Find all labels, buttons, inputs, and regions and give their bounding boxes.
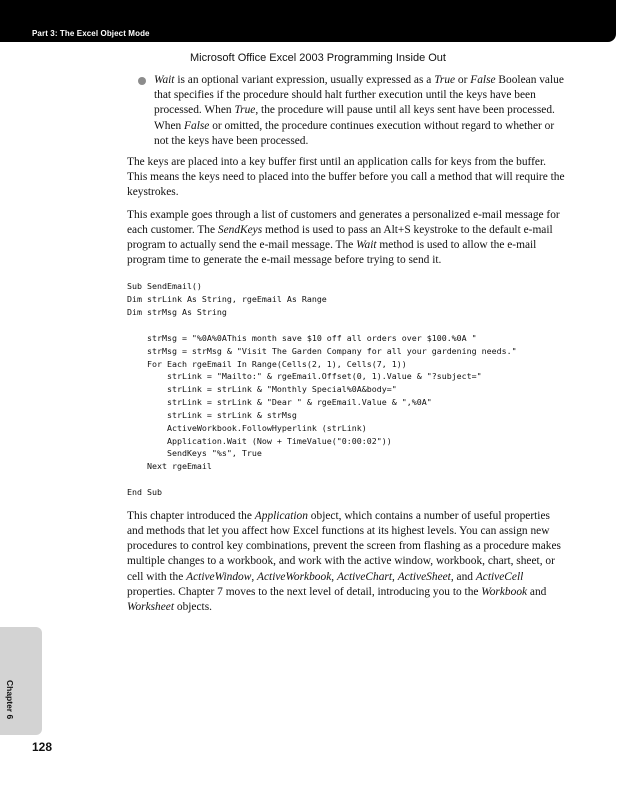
code-listing: Sub SendEmail() Dim strLink As String, rgeEmail As Range Dim strMsg As String strMsg = "%0A%0AThis month save $10 off all orders over $100.%0A " strMsg = strMsg & "Visit The Garden Company for all your gardening needs." For Each rgeEmail In Range(Cells(2, 1), Cells(7, 1)) strLink = "Mailto:" & rgeEmail.Offset(0, 1).Value & "?subject=" strLink = strLink & "Monthly Special%0A&body=" strLink = strLink & "Dear " & rgeEmail.Value & ",%0A" strLink = strLink & strMsg ActiveWorkbook.FollowHyperlink (strLink) Application.Wait (Now + TimeValue("0:00:02")) SendKeys "%s", True Next rgeEmail End Sub [127,281,517,497]
bullet-text: is an optional variant expression, usually expressed as a [174,74,435,86]
term-sendkeys: SendKeys [217,223,263,236]
separator: , [331,570,337,583]
term-activesheet: ActiveSheet [397,570,451,583]
term-wait: Wait [154,74,175,86]
separator: , [392,570,398,583]
chapter-label: Chapter 6 [5,680,15,720]
book-title: Microsoft Office Excel 2003 Programming Inside Out [190,52,446,64]
paragraph-text: This chapter introduced the [127,509,255,522]
term-activechart: ActiveChart [336,570,393,583]
term-activeworkbook: ActiveWorkbook [257,570,332,583]
paragraph-text: object, which contains a number of useful properties and methods that let you affect how Excel functions at its highest levels. You can assign new procedures to control key combinations, prevent the screen from flashing as a procedure makes multiple changes to a workbook, and work with the active window, workbook, chart, sheet, or cell with the [127,509,561,583]
page-body [127,73,567,615]
term-activecell: ActiveCell [475,570,524,583]
paragraph-text: method is used to pass an Alt+S keystroke to the default e-mail program to actually send the e-mail message. The [127,223,553,252]
separator: , [251,570,258,583]
paragraph-summary [127,509,567,615]
page-number: 128 [32,740,53,754]
paragraph-text: properties. Chapter 7 moves to the next level of detail, introducing you to the [127,585,482,598]
bullet-icon [138,77,146,85]
paragraph-text: This example goes through a list of customers and generates a personalized e-mail message for each customer. The [127,208,560,236]
paragraph-example [127,208,567,269]
bullet-text: or [455,74,471,86]
separator: , and [450,570,476,583]
paragraph-key-buffer: The keys are placed into a key buffer first until an application calls for keys from the buffer. This means the keys need to placed into the buffer before you call a method that will require the keystrokes. [127,156,565,199]
bullet-text: , the procedure will pause until all keys sent have been processed. When [154,104,555,132]
term-workbook: Workbook [481,585,528,598]
term-false: False [184,119,210,132]
term-activewindow: ActiveWindow [186,570,252,583]
bullet-text: Boolean value that specifies if the procedure should halt further execution until the keys have been processed. When [154,74,564,117]
part-label: Part 3: The Excel Object Mode [32,29,150,38]
term-false: False [470,74,496,86]
term-true: True [434,74,456,86]
bullet-item-wait [127,73,567,149]
term-application: Application [254,509,308,522]
term-worksheet: Worksheet [127,601,175,613]
term-true: True [234,104,256,117]
paragraph-text: objects. [174,601,212,613]
paragraph-text: method is used to allow the e-mail program time to generate the e-mail message before trying to send it. [127,239,537,267]
term-wait: Wait [356,239,377,252]
bullet-text: or omitted, the procedure continues execution without regard to whether or not the keys have been processed. [154,119,555,147]
paragraph-text: and [527,585,547,598]
